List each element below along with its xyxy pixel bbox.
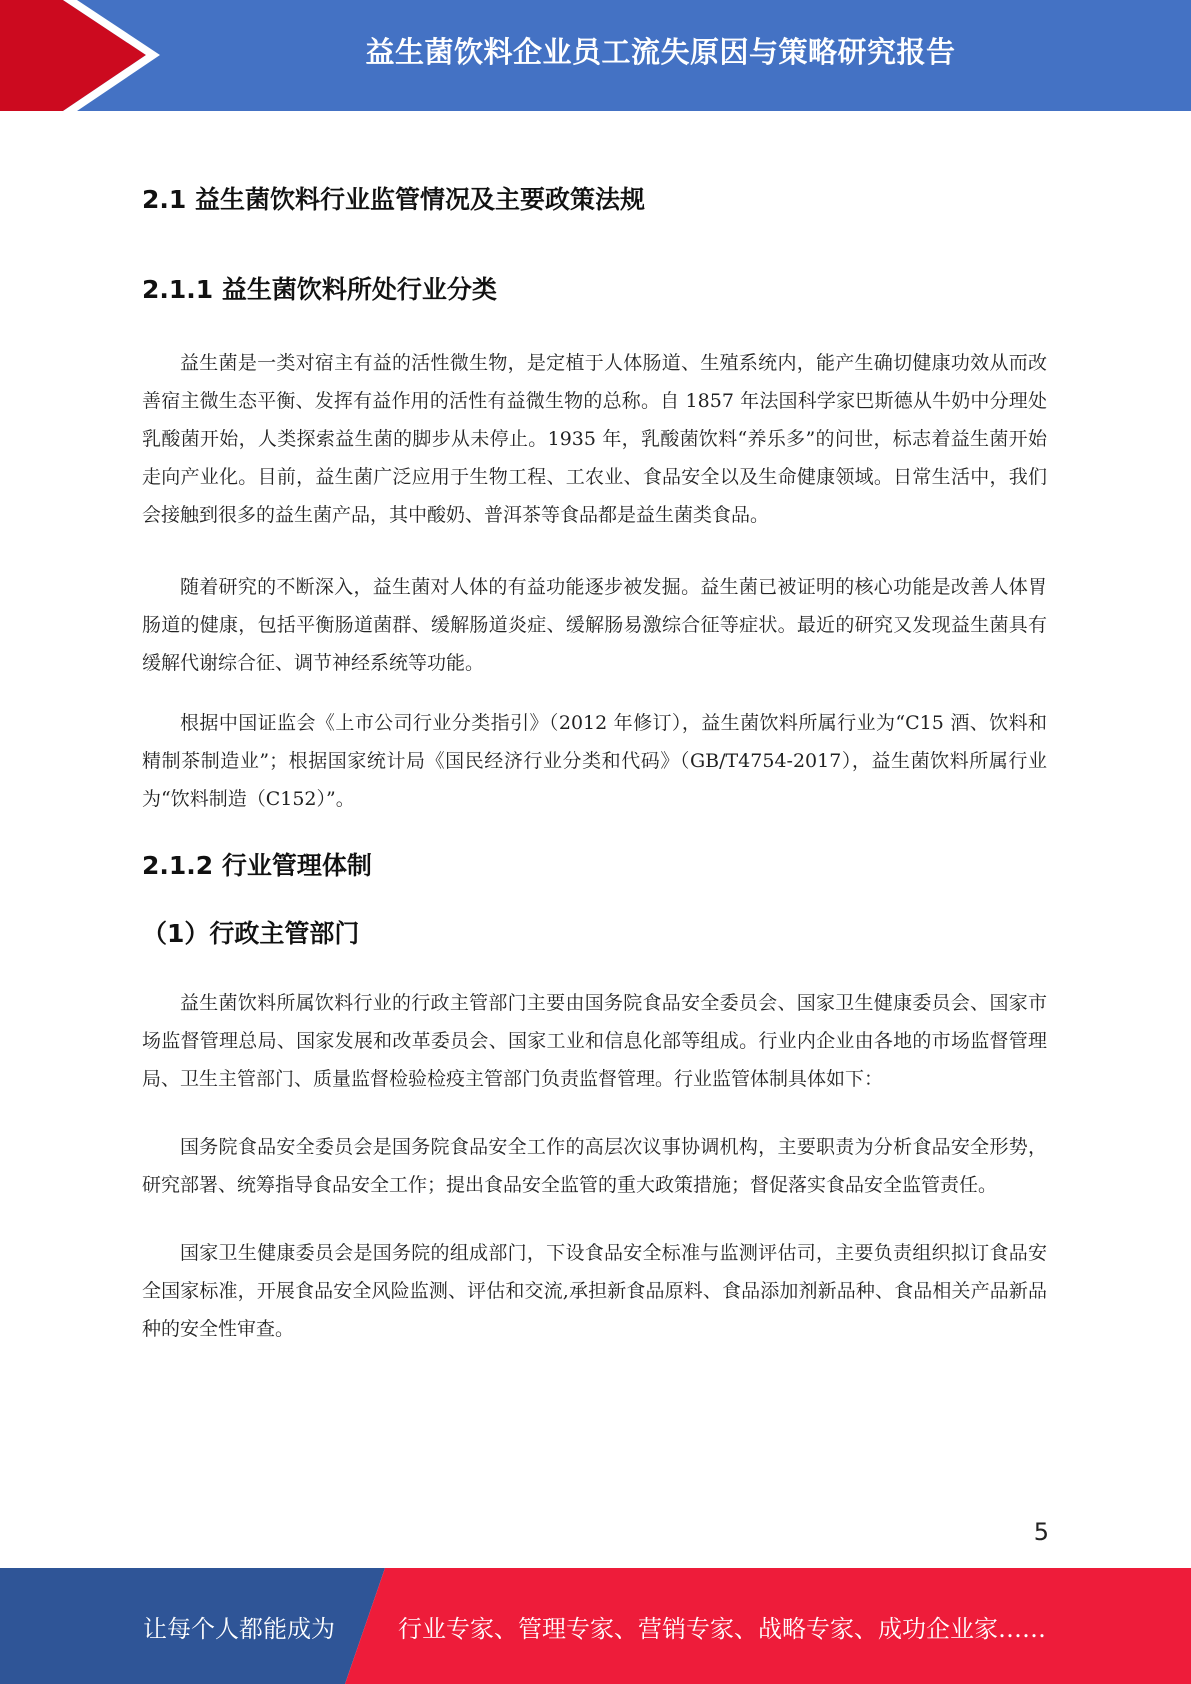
paragraph: 益生菌是一类对宿主有益的活性微生物，是定植于人体肠道、生殖系统内，能产生确切健康功效从而改善宿主微生态平衡、发挥有益作用的活性有益微生物的总称。自 1857 年法国科学家巴斯德从牛奶中分理处乳酸菌开始，人类探索益生菌的脚步从未停止。1935 年，乳酸菌饮料“养乐多”的问世，标志着益生菌开始走向产业化。目前，益生菌广泛应用于生物工程、工农业、食品安全以及生命健康领域。日常生活中，我们会接触到很多的益生菌产品，其中酸奶、普洱茶等食品都是益生菌类食品。 [142,352,1047,526]
subsection-heading-industry-classification: 2.1.1 益生菌饮料所处行业分类 [142,275,497,304]
paragraph: 国务院食品安全委员会是国务院食品安全工作的高层次议事协调机构，主要职责为分析食品安全形势，研究部署、统筹指导食品安全工作；提出食品安全监管的重大政策措施；督促落实食品安全监管责任。 [142,1136,1047,1196]
report-title: 益生菌饮料企业员工流失原因与策略研究报告 [365,34,956,69]
footer-slogan-left: 让每个人都能成为 [143,1614,335,1643]
section-heading: 2.1 益生菌饮料行业监管情况及主要政策法规 [142,185,645,214]
document-body [142,172,1047,1348]
paragraph: 国家卫生健康委员会是国务院的组成部门，下设食品安全标准与监测评估司，主要负责组织拟订食品安全国家标准，开展食品安全风险监测、评估和交流,承担新食品原料、食品添加剂新品种、食品相关产品新品种的安全性审查。 [142,1242,1047,1340]
paragraph: 随着研究的不断深入，益生菌对人体的有益功能逐步被发掘。益生菌已被证明的核心功能是改善人体胃肠道的健康，包括平衡肠道菌群、缓解肠道炎症、缓解肠易激综合征等症状。最近的研究又发现益生菌具有缓解代谢综合征、调节神经系统等功能。 [142,576,1047,674]
paragraph: 根据中国证监会《上市公司行业分类指引》（2012 年修订），益生菌饮料所属行业为“C15 酒、饮料和精制茶制造业”；根据国家统计局《国民经济行业分类和代码》（GB/T4754-2017），益生菌饮料所属行业为“饮料制造（C152）”。 [142,712,1047,810]
page-header [0,0,1191,111]
item-heading-administrative-departments: （1）行政主管部门 [142,919,360,948]
footer-slogan-right: 行业专家、管理专家、营销专家、战略专家、成功企业家…… [398,1614,1046,1643]
page-footer [0,1568,1191,1684]
page-number: 5 [1033,1518,1049,1546]
header-arrow-decoration [0,0,160,111]
paragraph: 益生菌饮料所属饮料行业的行政主管部门主要由国务院食品安全委员会、国家卫生健康委员会、国家市场监督管理总局、国家发展和改革委员会、国家工业和信息化部等组成。行业内企业由各地的市场监督管理局、卫生主管部门、质量监督检验检疫主管部门负责监督管理。行业监管体制具体如下： [142,992,1047,1090]
subsection-heading-management-system: 2.1.2 行业管理体制 [142,851,372,880]
